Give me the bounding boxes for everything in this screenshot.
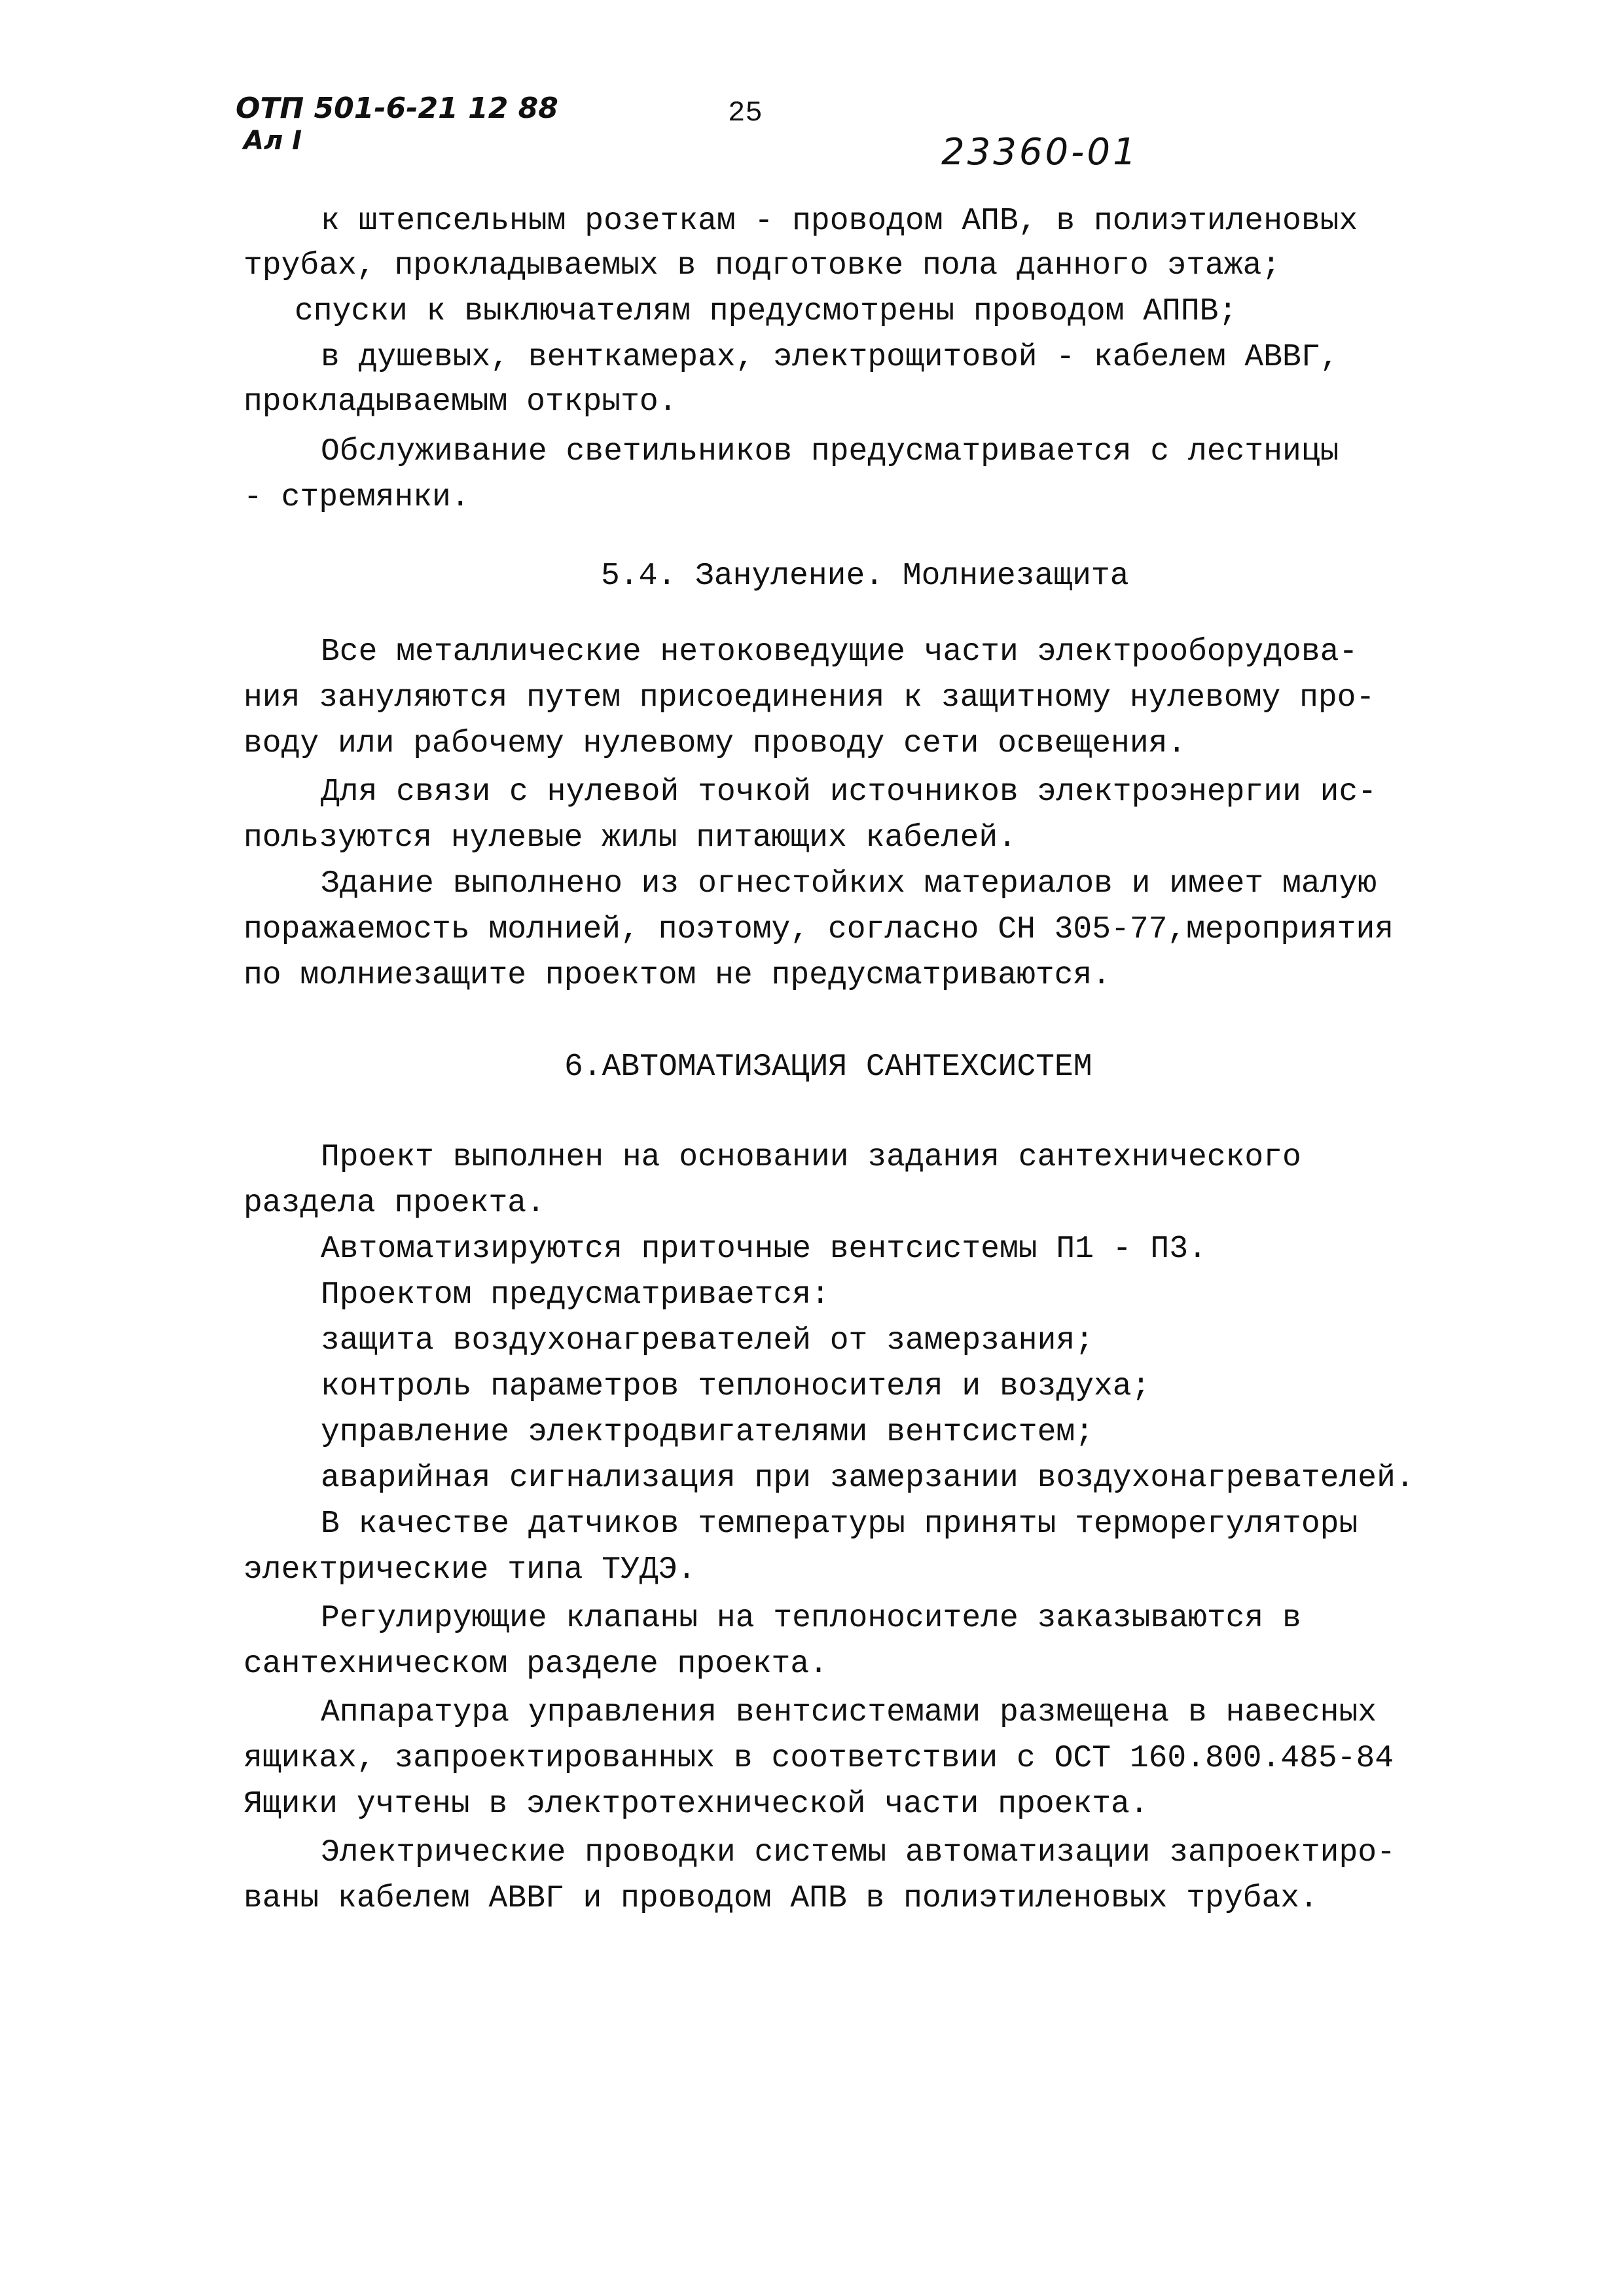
body-line: прокладываемым открыто. <box>244 384 677 420</box>
body-line: Электрические проводки системы автоматизации запроектиро- <box>321 1835 1396 1870</box>
body-line: - стремянки. <box>244 480 470 515</box>
body-line: поражаемость молнией, поэтому, согласно СН 305-77,мероприятия <box>244 912 1394 947</box>
body-line: ящиках, запроектированных в соответствии с ОСТ 160.800.485-84 <box>244 1741 1394 1776</box>
body-line: сантехническом разделе проекта. <box>244 1647 828 1682</box>
body-line: контроль параметров теплоносителя и воздуха; <box>321 1369 1151 1404</box>
body-line: Для связи с нулевой точкой источников электроэнергии ис- <box>321 774 1377 810</box>
body-line: ваны кабелем АВВГ и проводом АПВ в полиэтиленовых трубах. <box>244 1881 1318 1916</box>
body-line: в душевых, венткамерах, электрощитовой - кабелем АВВГ, <box>321 340 1339 375</box>
section-heading-6: 6.АВТОМАТИЗАЦИЯ САНТЕХСИСТЕМ <box>564 1049 1092 1085</box>
body-line: Ящики учтены в электротехнической части проекта. <box>244 1787 1149 1822</box>
body-line: Все металлические нетоковедущие части электрооборудова- <box>321 634 1358 670</box>
body-line: пользуются нулевые жилы питающих кабелей. <box>244 820 1017 856</box>
body-line: воду или рабочему нулевому проводу сети освещения. <box>244 726 1187 761</box>
body-line: ния зануляются путем присоединения к защитному нулевому про- <box>244 680 1375 716</box>
body-line: по молниезащите проектом не предусматриваются. <box>244 958 1111 993</box>
page-number: 25 <box>728 97 763 130</box>
body-line: Аппаратура управления вентсистемами размещена в навесных <box>321 1695 1377 1730</box>
section-heading-5-4: 5.4. Зануление. Молниезащита <box>601 558 1129 594</box>
body-line: Автоматизируются приточные вентсистемы П1 - П3. <box>321 1231 1207 1267</box>
archive-number: 23360-01 <box>941 131 1139 173</box>
body-line: аварийная сигнализация при замерзании воздухонагревателей. <box>321 1461 1415 1496</box>
document-code: ОТП 501-6-21 12 88 <box>236 92 558 125</box>
body-line: спуски к выключателям предусмотрены проводом АППВ; <box>295 294 1238 329</box>
body-line: защита воздухонагревателей от замерзания; <box>321 1323 1094 1358</box>
body-line: управление электродвигателями вентсистем; <box>321 1415 1094 1450</box>
body-line: к штепсельным розеткам - проводом АПВ, в полиэтиленовых <box>321 204 1358 239</box>
body-line: В качестве датчиков температуры приняты терморегуляторы <box>321 1506 1358 1542</box>
body-line: раздела проекта. <box>244 1186 545 1221</box>
body-line: трубах, прокладываемых в подготовке пола данного этажа; <box>244 248 1281 283</box>
body-line: Проект выполнен на основании задания сантехнического <box>321 1140 1301 1175</box>
body-line: электрические типа ТУДЭ. <box>244 1552 696 1588</box>
body-line: Здание выполнено из огнестойких материалов и имеет малую <box>321 866 1377 902</box>
album-sheet-mark: Ал I <box>244 126 302 156</box>
body-line: Регулирующие клапаны на теплоносителе заказываются в <box>321 1601 1301 1636</box>
body-line: Обслуживание светильников предусматривается с лестницы <box>321 434 1339 469</box>
body-line: Проектом предусматривается: <box>321 1277 830 1313</box>
